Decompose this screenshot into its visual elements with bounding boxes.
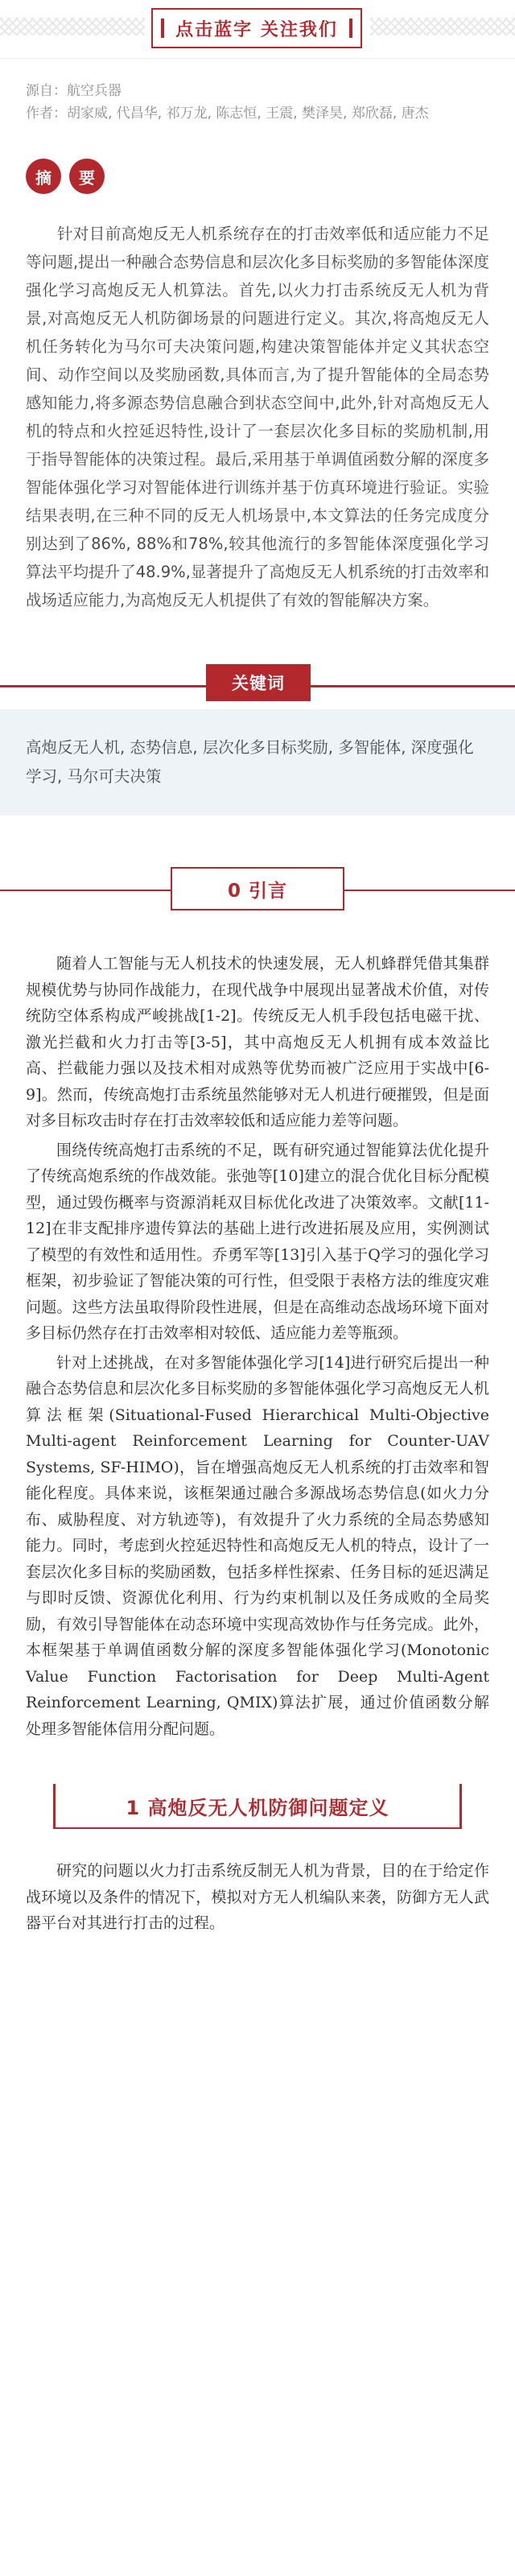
section-1-paragraph-1: 研究的问题以火力打击系统反制无人机为背景，目的在于给定作战环境以及条件的情况下，模拟对方无人机编队来袭，防御方无人武器平台对其进行打击的过程。 — [26, 1862, 489, 1932]
keywords-heading — [0, 658, 515, 709]
section-0-paragraph-1: 随着人工智能与无人机技术的快速发展，无人机蜂群凭借其集群规模优势与协同作战能力，在现代战争中展现出显著战术价值，对传统防空体系构成严峻挑战[1-2]。传统反无人机手段包括电磁干扰、激光拦截和火力打击等[3-5]，其中高炮反无人机拥有成本效益比高、拦截能力强以及技术相对成熟等优势而被广泛应用于实战中[6-9]。然而，传统高炮打击系统虽然能够对无人机进行硬摧毁，但是面对多目标攻击时存在打击效率较低和适应能力差等问题。 — [26, 955, 489, 1129]
decorative-lace-left — [0, 18, 145, 35]
right-accent-bar — [349, 19, 352, 38]
section-0-paragraph-3: 针对上述挑战，在对多智能体强化学习[14]进行研究后提出一种融合态势信息和层次化多目标奖励的多智能体强化学习高炮反无人机算法框架(Situational-Fused Hierarchical Multi-Objective Multi-agent Reinforcement Learning for Counter-UAV Systems, SF-HIMO)，旨在增强高炮反无人机系统的打击效率和智能化程度。具体来说，该框架通过融合多源战场态势信息(如火力分布、威胁程度、对方轨迹等)，有效提升了火力系统的全局态势感知能力。同时，考虑到火控延迟特性和高炮反无人机的特点，设计了一套层次化多目标的奖励函数，包括多样性探索、任务目标的延迟满足与即时反馈、资源优化利用、行为约束机制以及任务成败的全局奖励，有效引导智能体在动态环境中实现高效协作与任务完成。此外，本框架基于单调值函数分解的深度多智能体强化学习(Monotonic Value Function Factorisation for Deep Multi-Agent Reinforcement Learning, QMIX)算法扩展，通过价值函数分解处理多智能体信用分配问题。 — [26, 1353, 489, 1738]
follow-text: 点击蓝字 关注我们 — [175, 19, 338, 40]
authors-row — [26, 102, 489, 125]
section-1-frame — [53, 1784, 462, 1827]
section-0-title: 0 引言 — [171, 867, 344, 910]
follow-prompt[interactable] — [151, 8, 362, 48]
section-1-title: 1 高炮反无人机防御问题定义 — [126, 1796, 389, 1819]
section-0-paragraph-2: 围绕传统高炮打击系统的不足，既有研究通过智能算法优化提升了传统高炮系统的作战效能。张弛等[10]建立的混合优化目标分配模型，通过毁伤概率与资源消耗双目标优化改进了决策效率。文献[11-12]在非支配排序遗传算法的基础上进行改进拓展及应用，实例测试了模型的有效性和适用性。乔勇军等[13]引入基于Q学习的强化学习框架，初步验证了智能决策的可行性，但受限于表格方法的维度灾难问题。这些方法虽取得阶段性进展，但是在高维动态战场环境下面对多目标仍然存在打击效率相对较低、适应能力差等瓶颈。 — [26, 1141, 489, 1342]
abstract-heading — [0, 136, 515, 202]
keywords-box — [0, 709, 515, 815]
abstract-text: 针对目前高炮反无人机系统存在的打击效率低和适应能力不足等问题,提出一种融合态势信息和层次化多目标奖励的多智能体深度强化学习高炮反无人机算法。首先,以火力打击系统反无人机为背景,对高炮反无人机防御场景的问题进行定义。其次,将高炮反无人机任务转化为马尔可夫决策问题,构建决策智能体并定义其状态空间、动作空间以及奖励函数,具体而言,为了提升智能体的全局态势感知能力,将多源态势信息融合到状态空间中,此外,针对高炮反无人机的特点和火控延迟特性,设计了一套层次化多目标的奖励机制,用于指导智能体的决策过程。最后,采用基于单调值函数分解的深度多智能体强化学习对智能体进行训练并基于仿真环境进行验证。实验结果表明,在三种不同的反无人机场景中,本文算法的任务完成度分别达到了86%, 88%和78%,较其他流行的多智能体深度强化学习算法平均提升了48.9%,显著提升了高炮反无人机系统的打击效率和战场适应能力,为高炮反无人机提供了有效的智能解决方案。 — [26, 225, 489, 609]
section-0-heading — [0, 854, 515, 927]
source-value: 航空兵器 — [67, 83, 122, 99]
left-accent-bar — [161, 19, 164, 38]
section-1-heading — [29, 1774, 486, 1839]
keywords-title: 关键词 — [206, 664, 311, 701]
top-banner — [0, 0, 515, 59]
decorative-lace-right — [370, 18, 515, 35]
keywords-text: 高炮反无人机, 态势信息, 层次化多目标奖励, 多智能体, 深度强化学习, 马尔可夫决策 — [26, 738, 474, 786]
authors-label: 作者： — [26, 105, 67, 122]
section-1-body — [0, 1839, 515, 1937]
source-label: 源自： — [26, 83, 67, 99]
abstract-heading-char-2: 要 — [69, 159, 105, 194]
section-1-underline — [53, 1827, 462, 1829]
abstract-heading-char-1: 摘 — [26, 159, 61, 194]
section-0-body — [0, 927, 515, 1742]
authors-value: 胡家威, 代昌华, 祁万龙, 陈志恒, 王震, 樊泽昊, 郑欣磊, 唐杰 — [67, 105, 429, 122]
article-meta — [0, 59, 515, 136]
source-row — [26, 80, 489, 102]
